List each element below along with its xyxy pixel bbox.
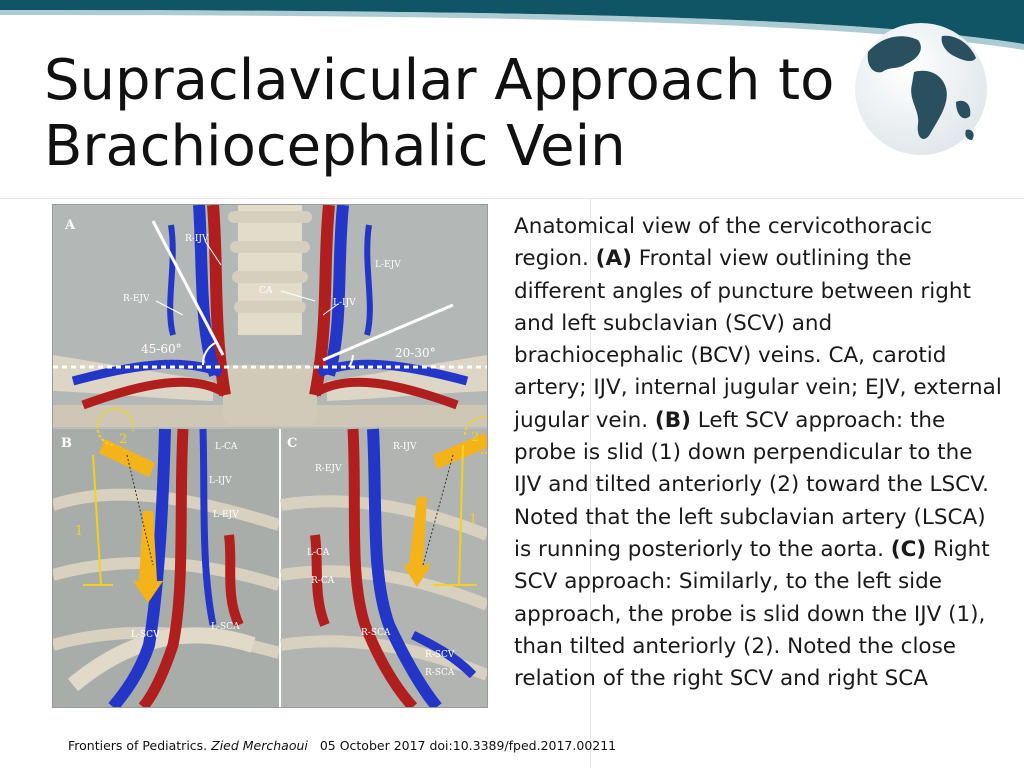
label-c-step2: 2 [471,430,480,445]
label-ca: CA [259,286,273,296]
citation-footer [68,738,616,753]
panel-b [53,409,279,707]
panel-a-letter: A [65,218,76,233]
label-c-step1: 1 [469,512,478,527]
label-b-lsca: L-SCA [211,622,240,632]
label-c-rsca-2: R-SCA [425,668,455,678]
label-c-rejv: R-EJV [315,464,342,474]
footer-author: Zied Merchaoui [211,738,308,753]
caption-c-label: (C) [890,536,927,562]
label-c-lca: L-CA [307,548,330,558]
label-b-step2: 2 [119,432,128,447]
label-c-rijv: R-IJV [393,442,417,452]
panel-a [53,205,487,427]
footer-date-doi: 05 October 2017 doi:10.3389/fped.2017.00211 [319,738,617,753]
caption-c-text: Right SCV approach: Similarly, to the left side approach, the probe is slid down the IJV (1), than tilted anteriorly (2). Noted the close relation of the right SCV and right SCA [514,536,990,692]
figure-caption [514,211,1004,695]
label-angle-left: 45-60° [141,342,182,356]
label-l-ejv: L-EJV [375,260,401,270]
caption-a-text: Frontal view outlining the different angles of puncture between right and left subclavian (SCV) and brachiocephalic (BCV) veins. CA, carotid artery; IJV, internal jugular vein; EJV, external jugular vein. [514,246,1002,433]
layout-divider-horizontal [0,198,1024,199]
label-r-ejv: R-EJV [123,294,150,304]
label-c-rscv: R-SCV [425,650,455,660]
panel-b-letter: B [61,436,72,451]
caption-b-text: Left SCV approach: the probe is slid (1) down perpendicular to the IJV and tilted anteriorly (2) toward the LSCV. Noted that the left subclavian artery (LSCA) is running posteriorly to the aorta. [514,407,989,562]
anatomy-figure [52,204,488,708]
panel-c-letter: C [287,436,298,451]
anatomy-illustration [53,205,487,707]
label-c-rca: R-CA [311,576,335,586]
globe-icon [846,12,996,162]
panel-c [280,417,487,707]
label-r-ijv: R-IJV [185,234,209,244]
caption-a-label: (A) [595,246,632,272]
label-b-lijv: L-IJV [209,476,232,486]
label-b-lejv: L-EJV [213,510,239,520]
label-b-lscv: L-SCV [131,630,160,640]
title-line-2: Brachiocephalic Vein [44,114,626,179]
page-title [44,48,834,180]
caption-intro: Anatomical view of the cervicothoracic region. [514,214,933,272]
label-b-step1: 1 [75,524,84,539]
label-l-ijv: L-IJV [333,298,356,308]
footer-journal: Frontiers of Pediatrics. [68,738,208,753]
title-line-1: Supraclavicular Approach to [44,48,835,113]
label-c-rsca: R-SCA [361,628,391,638]
label-b-lca: L-CA [215,442,238,452]
label-angle-right: 20-30° [395,346,436,360]
caption-b-label: (B) [654,407,691,433]
